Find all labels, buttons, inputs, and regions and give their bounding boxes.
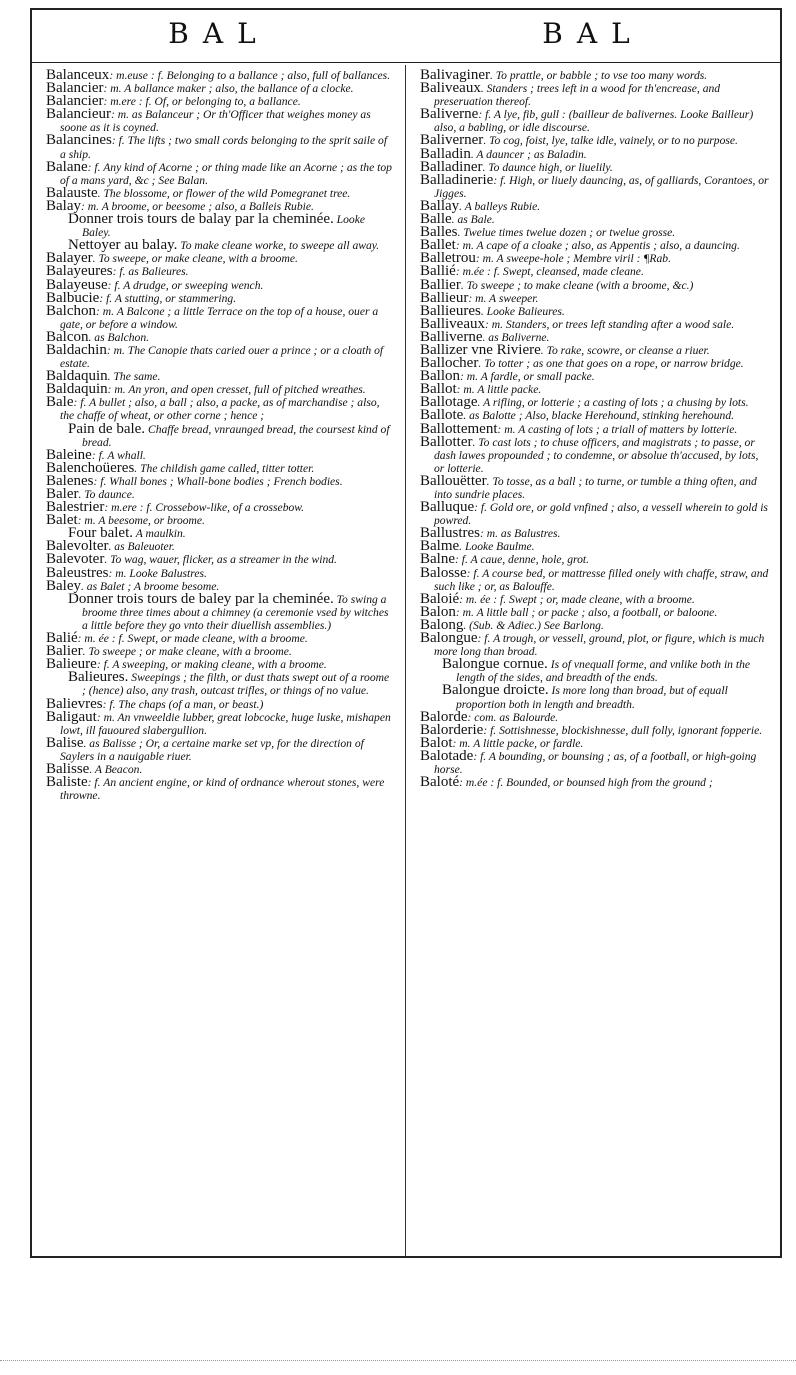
- dictionary-entry: [46, 108, 395, 134]
- entry-headword: Balevolter: [46, 538, 109, 555]
- entry-definition: Sweepings ; the filth, or dust thats swept out of a roome ; (hence) also, any trash, outcast trifles, or things of no value.: [82, 671, 390, 698]
- dictionary-entry: [420, 776, 770, 789]
- dictionary-entry: [46, 341, 395, 371]
- entry-definition: : f. A course bed, or mattresse filled onely with chaffe, straw, and such like ; or, as Balouffe.: [434, 566, 769, 593]
- dictionary-entry: [46, 708, 395, 737]
- dictionary-entry: [46, 760, 395, 777]
- dictionary-entry: [420, 658, 770, 684]
- entry-headword: Ballot: [420, 381, 457, 398]
- entry-definition: : f. Gold ore, or gold vnfined ; also, a vessell wherein to gold is powred.: [434, 501, 768, 528]
- dictionary-entry: [46, 420, 395, 449]
- entry-headword: Balliveaux: [420, 315, 485, 332]
- dictionary-entry: [46, 695, 395, 712]
- entry-definition: Looke Baley.: [82, 213, 365, 240]
- entry-definition: : f. The lifts ; two small cords belonging to the sprit saile of a ship.: [60, 134, 388, 161]
- entry-headword: Balladinerie: [420, 171, 494, 188]
- entry-headword: Balong: [420, 616, 464, 633]
- entry-headword: Ballouëtter: [420, 472, 487, 489]
- entry-headword: Ballizer vne Riviere: [420, 341, 541, 358]
- entry-headword: Baligaut: [46, 708, 97, 725]
- entry-definition: : m. An yron, and open cresset, full of pitched wreathes.: [107, 383, 366, 397]
- entry-headword: Balles: [420, 224, 458, 241]
- entry-definition: . To wag, wauer, flicker, as a streamer in the wind.: [104, 553, 337, 567]
- entry-definition: . To daunce.: [78, 488, 135, 501]
- entry-headword: Baldachin: [46, 341, 107, 358]
- entry-definition: . To sweepe ; to make cleane (with a broome, &c.): [460, 278, 694, 292]
- entry-definition: : m.ée : f. Bounded, or bounsed high from the ground ;: [459, 776, 713, 790]
- entry-headword: Ballet: [420, 237, 456, 254]
- entry-definition: : m. Looke Balustres.: [108, 566, 207, 580]
- entry-headword: Ballié: [420, 263, 456, 280]
- dictionary-entry: [420, 472, 770, 501]
- entry-definition: : m.ée : f. Swept, cleansed, made cleane.: [455, 265, 644, 279]
- entry-definition: To make cleane worke, to sweepe all away.: [177, 239, 380, 253]
- entry-headword: Ballier: [420, 276, 461, 293]
- entry-definition: : m. A little packe, or fardle.: [452, 736, 584, 750]
- entry-headword: Balievres: [46, 695, 103, 712]
- columns: [32, 65, 780, 1256]
- entry-definition: . (Sub. & Adiec.) See Barlong.: [463, 618, 604, 632]
- entry-definition: . as Balet ; A broome besome.: [81, 579, 220, 593]
- entry-definition: : m.ere : f. Crossebow-like, of a crossebow.: [104, 501, 305, 515]
- entry-headword: Balenchoüeres: [46, 459, 135, 476]
- entry-headword: Balliverne: [420, 328, 483, 345]
- entry-definition: : f. A caue, denne, hole, grot.: [455, 553, 590, 567]
- entry-definition: : com. as Balourde.: [467, 710, 559, 724]
- entry-definition: : f. A bounding, or bounsing ; as, of a football, or high-going horse.: [434, 749, 757, 776]
- dictionary-entry: [46, 289, 395, 306]
- entry-definition: : m. A little packe.: [456, 383, 542, 397]
- dictionary-entry: [420, 553, 770, 566]
- dictionary-entry: [46, 184, 395, 201]
- entry-headword: Balancieur: [46, 106, 111, 123]
- dictionary-entry: [420, 527, 770, 540]
- dictionary-entry: [420, 684, 770, 710]
- entry-headword: Balletrou: [420, 250, 476, 267]
- entry-headword: Baldaquin: [46, 368, 108, 385]
- dictionary-entry: [46, 501, 395, 514]
- entry-definition: . To prattle, or babble ; to vse too many words.: [489, 69, 708, 82]
- entry-headword: Ballottement: [420, 420, 498, 437]
- entry-definition: . The blossome, or flower of the wild Pomegranet tree.: [97, 186, 351, 200]
- entry-definition: : m. A broome, or beesome ; also, a Balleis Rubie.: [81, 199, 314, 213]
- dictionary-entry: [420, 540, 770, 553]
- dictionary-entry: [420, 82, 770, 108]
- entry-definition: : f. Any kind of Acorne ; or thing made like an Acorne ; as the top of a mans yard, &c ; See Balan.: [60, 160, 392, 187]
- entry-definition: : m.ere : f. Of, or belonging to, a ballance.: [103, 95, 301, 109]
- entry-definition: : f. A stutting, or stammering.: [99, 291, 237, 305]
- bottom-rule: [0, 1360, 796, 1362]
- entry-headword: Baliste: [46, 774, 88, 791]
- header-title-right: BAL: [542, 17, 644, 50]
- entry-headword: Baloié: [420, 590, 460, 607]
- entry-headword: Ballotter: [420, 433, 473, 450]
- entry-definition: : f. as Balieures.: [112, 265, 189, 279]
- entry-headword: Balongue cornue.: [442, 656, 548, 673]
- entry-definition: : f. A trough, or vessell, ground, plot, or figure, which is much more long than broad.: [434, 632, 765, 659]
- entry-headword: Ballay: [420, 197, 460, 214]
- entry-headword: Pain de bale.: [68, 420, 146, 437]
- entry-definition: . as Balotte ; Also, blacke Herehound, stinking herehound.: [463, 409, 735, 423]
- entry-definition: : m. A ballance maker ; also, the ballance of a clocke.: [103, 82, 354, 96]
- entry-headword: Balanceux: [46, 67, 110, 83]
- entry-definition: : m. as Balanceur ; Or th'Officer that weighes money as soone as it is coyned.: [60, 108, 371, 135]
- entry-headword: Baldaquin: [46, 381, 108, 398]
- entry-definition: . To rake, scowre, or cleanse a riuer.: [540, 343, 710, 357]
- entry-headword: Balosse: [420, 564, 467, 581]
- entry-definition: . as Balisse ; Or, a certaine marke set vp, for the direction of Saylers in a nauigable riuer.: [60, 736, 364, 763]
- dictionary-entry: [46, 134, 395, 160]
- entry-headword: Baleine: [46, 446, 92, 463]
- entry-definition: A maulkin.: [133, 527, 186, 541]
- dictionary-entry: [46, 396, 395, 422]
- entry-headword: Balet: [46, 512, 78, 529]
- entry-definition: : f. Whall bones ; Whall-bone bodies ; French bodies.: [93, 474, 343, 488]
- entry-definition: : f. A whall.: [91, 448, 146, 462]
- entry-headword: Baliveaux: [420, 80, 481, 97]
- entry-definition: : m. ée : f. Swept ; or, made cleane, with a broome.: [459, 592, 695, 606]
- dictionary-entry: [46, 645, 395, 658]
- dictionary-entry: [420, 134, 770, 147]
- entry-headword: Balancier: [46, 93, 104, 110]
- entry-headword: Four balet.: [68, 525, 133, 542]
- entry-definition: : m. An vnweeldie lubber, great lobcocke, huge luske, mishapen lowt, ill fauoured slabergullion.: [60, 710, 391, 737]
- dictionary-entry: [46, 590, 395, 632]
- dictionary-entry: [46, 472, 395, 489]
- dictionary-entry: [46, 734, 395, 763]
- entry-headword: Balauste: [46, 184, 98, 201]
- entry-headword: Balbucie: [46, 289, 100, 306]
- entry-headword: Balayeuse: [46, 276, 108, 293]
- entry-headword: Donner trois tours de baley par la cheminée.: [68, 590, 334, 607]
- dictionary-entry: [420, 433, 770, 475]
- dictionary-entry: [46, 158, 395, 187]
- dictionary-entry: [46, 632, 395, 645]
- entry-definition: To swing a broome three times about a chimney (a ceremonie vsed by witches a little before they go vnto their diuellish assemblies.): [82, 592, 389, 632]
- entry-headword: Ballieures: [420, 302, 481, 319]
- entry-definition: : f. High, or liuely dauncing, as, of galliards, Corantoes, or Jigges.: [434, 173, 769, 200]
- page-header: [32, 10, 780, 63]
- entry-headword: Balon: [420, 603, 456, 620]
- entry-definition: . Standers ; trees left in a wood for th'encrease, and preseruation thereof.: [434, 82, 721, 109]
- entry-definition: . Twelue times twelue dozen ; or twelue grosse.: [457, 226, 676, 240]
- dictionary-entry: [46, 564, 395, 581]
- entry-headword: Baleustres: [46, 564, 109, 581]
- entry-headword: Balevoter: [46, 551, 105, 568]
- entry-definition: : f. An ancient engine, or kind of ordnance wherout stones, were throwne.: [60, 776, 385, 803]
- entry-definition: . Looke Balieures.: [480, 304, 565, 318]
- entry-definition: . A dauncer ; as Baladin.: [470, 147, 587, 161]
- entry-definition: Chaffe bread, vnraunged bread, the coursest kind of bread.: [82, 422, 390, 449]
- entry-headword: Balne: [420, 551, 455, 568]
- entry-headword: Balme: [420, 538, 460, 555]
- dictionary-entry: [46, 671, 395, 697]
- dictionary-entry: [420, 721, 770, 738]
- entry-headword: Balladin: [420, 145, 471, 162]
- entry-definition: : f. A drudge, or sweeping wench.: [107, 278, 264, 292]
- entry-headword: Donner trois tours de balay par la cheminée.: [68, 211, 334, 228]
- entry-definition: : m.euse : f. Belonging to a ballance ; also, full of ballances.: [109, 69, 391, 82]
- dictionary-entry: [420, 501, 770, 527]
- dictionary-entry: [420, 632, 770, 658]
- entry-definition: . as Balchon.: [88, 330, 150, 344]
- entry-headword: Balorde: [420, 708, 468, 725]
- entry-headword: Balotade: [420, 747, 474, 764]
- dictionary-entry: [420, 564, 770, 593]
- entry-definition: : m. A little ball ; or packe ; also, a football, or baloone.: [455, 605, 718, 619]
- entry-headword: Balchon: [46, 302, 96, 319]
- entry-definition: . To cog, foist, lye, talke idle, vainely, or to no purpose.: [483, 134, 738, 148]
- entry-headword: Baliverne: [420, 106, 479, 123]
- dictionary-entry: [46, 459, 395, 476]
- dictionary-entry: [420, 226, 770, 239]
- entry-definition: . as Bale.: [451, 213, 495, 227]
- entry-definition: : m. The Canopie thats caried ouer a prince ; or a cloath of estate.: [60, 343, 384, 371]
- entry-definition: : m. A sweeper.: [468, 291, 539, 305]
- entry-headword: Ballieur: [420, 289, 469, 306]
- entry-headword: Balorderie: [420, 721, 484, 738]
- entry-definition: . A Beacon.: [89, 762, 143, 776]
- dictionary-entry: [420, 396, 770, 409]
- entry-definition: . To sweepe, or make cleane, with a broome.: [92, 252, 298, 266]
- entry-headword: Balongue droicte.: [442, 682, 549, 699]
- right-column: [406, 65, 780, 1256]
- entry-headword: Ballote: [420, 407, 464, 424]
- entry-definition: . To tosse, as a ball ; to turne, or tumble a thing often, and into sundrie places.: [434, 474, 757, 501]
- entry-definition: . A balleys Rubie.: [459, 199, 541, 213]
- entry-definition: : m. as Balustres.: [480, 527, 561, 541]
- entry-headword: Balenes: [46, 472, 94, 489]
- entry-headword: Balle: [420, 211, 452, 228]
- entry-headword: Balancines: [46, 132, 112, 149]
- entry-definition: Is of vnequall forme, and vnlike both in the length of the sides, and breadth of the ends.: [456, 658, 751, 685]
- dictionary-entry: [420, 213, 770, 226]
- entry-definition: : m. A fardle, or small packe.: [460, 370, 595, 384]
- entry-headword: Balieure: [46, 656, 97, 673]
- dictionary-entry: [46, 302, 395, 331]
- entry-definition: : m. A sweepe-hole ; Membre viril : ¶Rab.: [475, 252, 671, 266]
- entry-headword: Balayeures: [46, 263, 113, 280]
- entry-definition: . A rifling, or lotterie ; a casting of lots ; a chusing by lots.: [477, 396, 749, 410]
- entry-headword: Ballon: [420, 368, 460, 385]
- entry-headword: Balluque: [420, 499, 475, 516]
- entry-definition: : f. A bullet ; also, a ball ; also, a packe, as of marchandise ; also, the chaffe of wheat, or other corne ; hence ;: [60, 396, 380, 423]
- entry-definition: Is more long than broad, but of equall proportion both in length and breadth.: [456, 684, 728, 711]
- entry-definition: : m. A cape of a cloake ; also, as Appentis ; also, a dauncing.: [455, 239, 740, 253]
- entry-headword: Balestrier: [46, 499, 105, 516]
- dictionary-entry: [420, 357, 770, 370]
- header-title-left: BAL: [168, 17, 270, 50]
- entry-headword: Ballustres: [420, 525, 480, 542]
- dictionary-entry: [420, 370, 770, 383]
- entry-definition: . as Baliverne.: [482, 330, 550, 344]
- dictionary-page: [30, 8, 782, 1258]
- entry-headword: Balancier: [46, 80, 104, 97]
- entry-headword: Balié: [46, 630, 78, 647]
- entry-definition: . The same.: [107, 370, 161, 384]
- entry-headword: Balivaginer: [420, 67, 490, 83]
- entry-headword: Baler: [46, 486, 79, 502]
- entry-headword: Balise: [46, 734, 84, 751]
- entry-definition: . To cast lots ; to chuse officers, and magistrats ; to passe, or dash lawes propounded ; to condemne, or absolue th'accused, by lots, or lotterie.: [434, 435, 759, 475]
- dictionary-entry: [46, 239, 395, 252]
- entry-headword: Balladiner: [420, 158, 483, 175]
- entry-headword: Baloté: [420, 774, 460, 791]
- dictionary-entry: [420, 171, 770, 200]
- dictionary-entry: [420, 197, 770, 214]
- entry-headword: Balcon: [46, 328, 89, 345]
- dictionary-entry: [46, 776, 395, 802]
- entry-headword: Balot: [420, 734, 453, 751]
- entry-definition: : f. A lye, fib, gull : (bailleur de balivernes. Looke Bailleur) also, a babling, or idle discourse.: [434, 108, 754, 135]
- entry-headword: Balane: [46, 158, 88, 175]
- entry-definition: . To sweepe ; or make cleane, with a broome.: [82, 645, 292, 659]
- entry-headword: Bale: [46, 394, 74, 411]
- entry-headword: Balisse: [46, 760, 90, 777]
- entry-headword: Baliverner: [420, 132, 484, 149]
- entry-definition: : m. A beesome, or broome.: [77, 514, 205, 528]
- entry-definition: . Looke Baulme.: [459, 540, 535, 554]
- dictionary-entry: [420, 276, 770, 293]
- entry-headword: Balay: [46, 197, 81, 214]
- dictionary-entry: [420, 747, 770, 776]
- entry-headword: Balongue: [420, 630, 478, 647]
- entry-headword: Baley: [46, 577, 81, 594]
- entry-headword: Nettoyer au balay.: [68, 237, 178, 254]
- dictionary-entry: [420, 265, 770, 278]
- dictionary-entry: [46, 383, 395, 396]
- dictionary-entry: [420, 590, 770, 607]
- left-column: [32, 65, 406, 1256]
- entry-definition: : m. ée : f. Swept, or made cleane, with a broome.: [77, 632, 308, 646]
- entry-definition: : m. A casting of lots ; a triall of matters by lotterie.: [497, 422, 738, 436]
- dictionary-entry: [420, 252, 770, 265]
- entry-definition: : f. The chaps (of a man, or beast.): [102, 697, 264, 711]
- entry-definition: . as Baleuoter.: [108, 540, 175, 554]
- entry-definition: . To daunce high, or liuelily.: [482, 160, 613, 174]
- dictionary-entry: [420, 603, 770, 620]
- entry-headword: Balayer: [46, 250, 93, 267]
- dictionary-entry: [46, 213, 395, 239]
- entry-definition: : m. A Balcone ; a little Terrace on the top of a house, ouer a gate, or before a window.: [60, 304, 379, 331]
- entry-headword: Balieures.: [68, 669, 129, 686]
- entry-headword: Balier: [46, 643, 83, 660]
- entry-headword: Ballocher: [420, 355, 479, 372]
- entry-definition: : f. A sweeping, or making cleane, with a broome.: [96, 658, 327, 672]
- entry-definition: : m. Standers, or trees left standing after a wood sale.: [484, 317, 735, 331]
- entry-definition: . The childish game called, titter totter.: [134, 461, 315, 475]
- entry-headword: Ballotage: [420, 394, 478, 411]
- entry-definition: : f. Sottishnesse, blockishnesse, dull folly, ignorant fopperie.: [483, 723, 763, 737]
- dictionary-entry: [420, 108, 770, 134]
- entry-definition: . To totter ; as one that goes on a rope, or narrow bridge.: [478, 357, 744, 371]
